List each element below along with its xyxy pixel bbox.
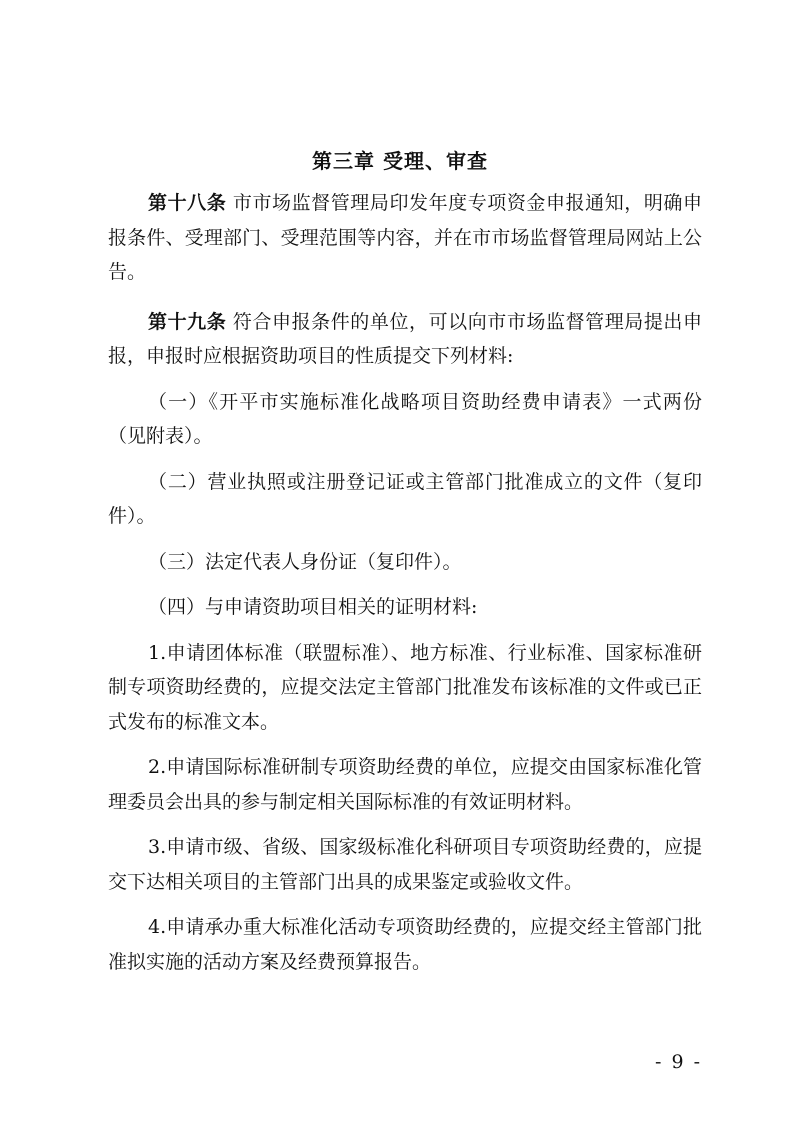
sub-item-4: 4.申请承办重大标准化活动专项资助经费的，应提交经主管部门批准拟实施的活动方案及经费预算报告。 — [108, 916, 702, 973]
document-body — [108, 186, 702, 979]
list-item-4: （四）与申请资助项目相关的证明材料: — [148, 596, 478, 618]
sub-item-3: 3.申请市级、省级、国家级标准化科研项目专项资助经费的，应提交下达相关项目的主管部门出具的成果鉴定或验收文件。 — [108, 836, 702, 893]
article-19-number: 第十九条 — [148, 310, 227, 333]
page-number: - 9 - — [654, 1051, 702, 1073]
list-item-1: （一）《开平市实施标准化战略项目资助经费申请表》一式两份（见附表）。 — [108, 390, 702, 447]
article-18-paragraph — [108, 186, 702, 290]
article-18-number: 第十八条 — [148, 192, 227, 214]
list-item-2: （二）营业执照或注册登记证或主管部门批准成立的文件（复印件）。 — [108, 470, 702, 527]
article-19-paragraph — [108, 305, 702, 374]
article-18-text: 市市场监督管理局印发年度专项资金申报通知，明确申报条件、受理部门、受理范围等内容，并在市市场监督管理局网站上公告。 — [108, 192, 702, 283]
article-19-text: 符合申报条件的单位，可以向市市场监督管理局提出申报，申报时应根据资助项目的性质提交下列材料: — [108, 310, 702, 367]
list-item-3: （三）法定代表人身份证（复印件）。 — [148, 550, 462, 573]
sub-item-1: 1.申请团体标准（联盟标准）、地方标准、行业标准、国家标准研制专项资助经费的，应提交法定主管部门批准发布该标准的文件或已正式发布的标准文本。 — [108, 641, 702, 733]
sub-item-2: 2.申请国际标准研制专项资助经费的单位，应提交由国家标准化管理委员会出具的参与制定相关国际标准的有效证明材料。 — [108, 756, 702, 813]
chapter-title: 第三章 受理、审查 — [312, 149, 488, 173]
